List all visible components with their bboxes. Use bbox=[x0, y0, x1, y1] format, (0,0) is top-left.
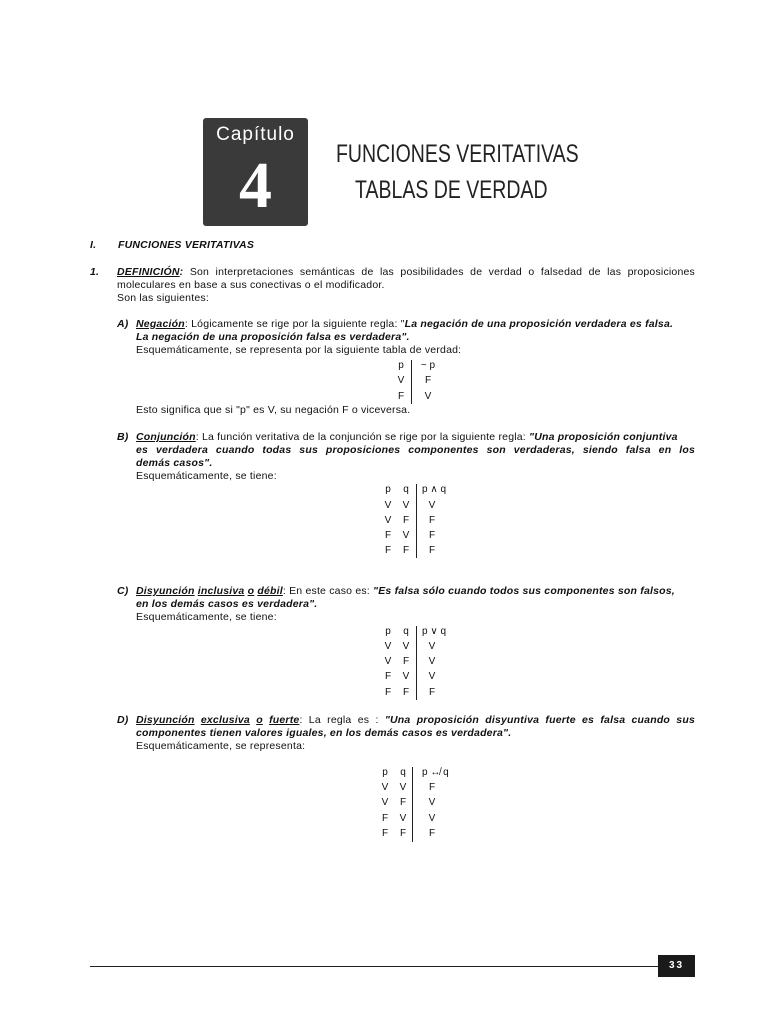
table-cell: V bbox=[428, 641, 436, 652]
section-numeral: I. bbox=[90, 239, 97, 251]
table-cell: F bbox=[384, 687, 392, 698]
table-cell: V bbox=[428, 797, 436, 808]
table-cell: V bbox=[428, 500, 436, 511]
conjunction-rule3: demás casos". bbox=[136, 457, 213, 469]
chapter-number: 4 bbox=[239, 149, 272, 222]
table-cell: F bbox=[399, 828, 407, 839]
table-cell: F bbox=[428, 828, 436, 839]
table-cell: F bbox=[384, 530, 392, 541]
definition-line3: Son las siguientes: bbox=[117, 292, 209, 304]
definition-number: 1. bbox=[90, 266, 100, 278]
inclusive-term2: inclusiva bbox=[197, 585, 245, 597]
conjunction-letter: B) bbox=[117, 431, 129, 443]
table-header: p ∨ q bbox=[422, 626, 446, 637]
table-cell: V bbox=[428, 671, 436, 682]
inclusive-disjunction-letter: C) bbox=[117, 585, 129, 597]
table-cell: V bbox=[402, 530, 410, 541]
table-header: p bbox=[385, 484, 391, 495]
exclusive-term4: fuerte bbox=[269, 714, 300, 726]
exclusive-term1: Disyunción bbox=[136, 714, 195, 726]
inclusive-schema: Esquemáticamente, se tiene: bbox=[136, 611, 277, 623]
table-cell: F bbox=[384, 545, 392, 556]
conjunction-intro: : La función veritativa de la conjunción se rige por la siguiente regla: bbox=[195, 431, 530, 443]
negation-term: Negación bbox=[136, 318, 185, 330]
table-header: q bbox=[403, 484, 409, 495]
table-cell: V bbox=[402, 500, 410, 511]
inclusive-term1: Disyunción bbox=[136, 585, 195, 597]
inclusive-disjunction-line1 bbox=[136, 585, 675, 598]
chapter-label: Capítulo bbox=[216, 124, 295, 145]
table-cell: V bbox=[402, 641, 410, 652]
footer-rule bbox=[90, 966, 668, 967]
table-cell: V bbox=[424, 391, 432, 402]
inclusive-term3: o bbox=[247, 585, 255, 597]
table-cell: V bbox=[402, 671, 410, 682]
table-divider bbox=[416, 484, 417, 558]
table-cell: V bbox=[384, 656, 392, 667]
table-cell: F bbox=[402, 687, 410, 698]
table-cell: V bbox=[428, 813, 436, 824]
exclusive-term3: o bbox=[256, 714, 263, 726]
table-header: p bbox=[385, 626, 391, 637]
table-cell: F bbox=[424, 375, 432, 386]
definition-text: Son interpretaciones semánticas de las posibilidades de verdad o falsedad de las proposiciones bbox=[183, 266, 695, 278]
table-cell: V bbox=[428, 656, 436, 667]
table-cell: V bbox=[397, 375, 405, 386]
page-title-line2: TABLAS DE VERDAD bbox=[355, 176, 548, 204]
conjunction-term: Conjunción bbox=[136, 431, 196, 443]
negation-rule1: La negación de una proposición verdadera es falsa. bbox=[404, 318, 674, 330]
table-cell: F bbox=[428, 782, 436, 793]
table-cell: F bbox=[384, 671, 392, 682]
negation-schema: Esquemáticamente, se representa por la siguiente tabla de verdad: bbox=[136, 344, 462, 356]
table-header: p ∧ q bbox=[422, 484, 446, 495]
negation-line1 bbox=[136, 318, 673, 331]
chapter-badge bbox=[203, 118, 308, 226]
table-cell: V bbox=[381, 797, 389, 808]
exclusive-disjunction-line1 bbox=[136, 714, 695, 727]
table-divider bbox=[416, 626, 417, 700]
conjunction-rule2: es verdadera cuando todas sus proposiciones componentes son verdaderas, siendo falsa en los bbox=[136, 444, 695, 456]
exclusive-rule1: "Una proposición disyuntiva fuerte es falsa cuando sus bbox=[384, 714, 695, 726]
table-divider bbox=[411, 360, 412, 404]
page-title-line1: FUNCIONES VERITATIVAS bbox=[336, 140, 579, 168]
inclusive-rule2: en los demás casos es verdadera". bbox=[136, 598, 318, 610]
table-cell: F bbox=[402, 656, 410, 667]
page-number: 33 bbox=[658, 955, 695, 977]
negation-note: Esto significa que si "p" es V, su negación F o viceversa. bbox=[136, 404, 411, 416]
table-header: ~ p bbox=[420, 360, 436, 371]
inclusive-intro: : En este caso es: bbox=[282, 585, 374, 597]
exclusive-schema: Esquemáticamente, se representa: bbox=[136, 740, 306, 752]
table-cell: F bbox=[402, 515, 410, 526]
table-divider bbox=[412, 767, 413, 842]
table-cell: V bbox=[399, 813, 407, 824]
table-cell: V bbox=[384, 500, 392, 511]
table-cell: F bbox=[428, 545, 436, 556]
table-cell: F bbox=[381, 828, 389, 839]
negation-intro: : Lógicamente se rige por la siguiente regla: " bbox=[184, 318, 405, 330]
table-cell: V bbox=[381, 782, 389, 793]
table-header: p ↮ q bbox=[422, 767, 449, 778]
table-header: q bbox=[400, 767, 406, 778]
table-cell: V bbox=[384, 641, 392, 652]
exclusive-disjunction-letter: D) bbox=[117, 714, 129, 726]
table-cell: F bbox=[428, 530, 436, 541]
inclusive-rule1: "Es falsa sólo cuando todos sus componentes son falsos, bbox=[373, 585, 675, 597]
table-cell: F bbox=[428, 687, 436, 698]
exclusive-term2: exclusiva bbox=[200, 714, 250, 726]
definition-colon: : bbox=[179, 266, 184, 278]
conjunction-schema: Esquemáticamente, se tiene: bbox=[136, 470, 277, 482]
definition-term: DEFINICIÓN bbox=[117, 266, 180, 278]
table-cell: V bbox=[384, 515, 392, 526]
definition-line1 bbox=[117, 266, 695, 279]
table-header: p bbox=[382, 767, 388, 778]
negation-letter: A) bbox=[117, 318, 129, 330]
table-cell: F bbox=[397, 391, 405, 402]
conjunction-line1 bbox=[136, 431, 678, 444]
table-header: p bbox=[398, 360, 404, 371]
inclusive-term4: débil bbox=[257, 585, 283, 597]
section-heading: FUNCIONES VERITATIVAS bbox=[118, 239, 255, 251]
negation-rule2: La negación de una proposición falsa es verdadera". bbox=[136, 331, 410, 343]
exclusive-rule2: componentes tienen valores iguales, en los demás casos es verdadera". bbox=[136, 727, 512, 739]
table-cell: F bbox=[399, 797, 407, 808]
table-cell: F bbox=[428, 515, 436, 526]
table-cell: F bbox=[402, 545, 410, 556]
exclusive-intro: : La regla es : bbox=[299, 714, 385, 726]
conjunction-rule1: "Una proposición conjuntiva bbox=[529, 431, 678, 443]
table-header: q bbox=[403, 626, 409, 637]
table-cell: V bbox=[399, 782, 407, 793]
definition-line2: moleculares en base a sus conectivas o el modificador. bbox=[117, 279, 385, 291]
table-cell: F bbox=[381, 813, 389, 824]
